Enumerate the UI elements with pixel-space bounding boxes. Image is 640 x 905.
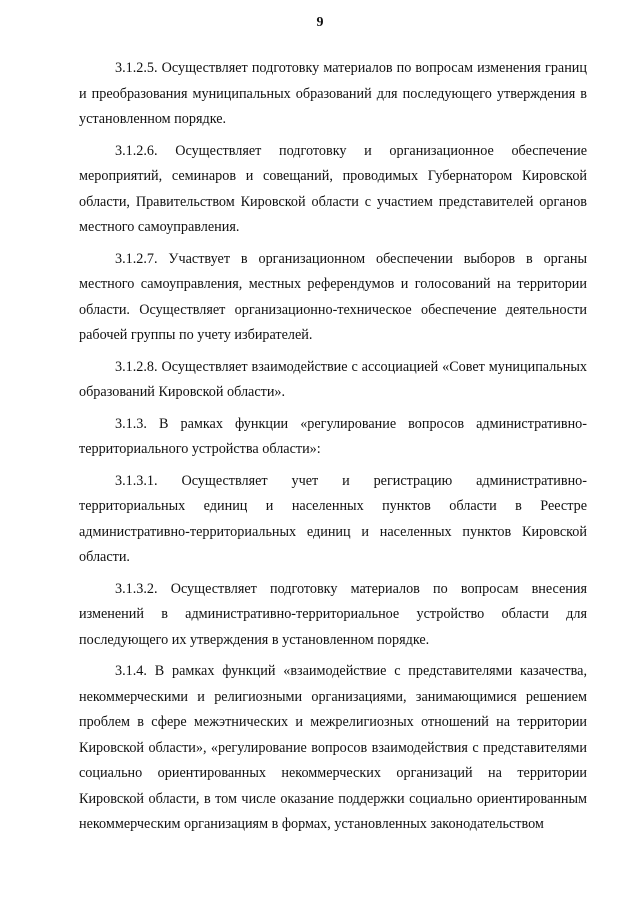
- document-body: [79, 56, 587, 844]
- paragraph-3-1-3: 3.1.3. В рамках функции «регулирование вопросов административно-территориального устройства области»:: [79, 415, 587, 457]
- paragraph-3-1-3-1: 3.1.3.1. Осуществляет учет и регистрацию административно-территориальных единиц и населенных пунктов области в Реестре административно-территориальных единиц и населенных пунктов Кировской области.: [79, 472, 587, 565]
- paragraph-3-1-3-2: 3.1.3.2. Осуществляет подготовку материалов по вопросам внесения изменений в административно-территориальное устройство области для последующего их утверждения в установленном порядке.: [79, 580, 587, 648]
- paragraph-3-1-2-6: 3.1.2.6. Осуществляет подготовку и организационное обеспечение мероприятий, семинаров и совещаний, проводимых Губернатором Кировской области, Правительством Кировской области с участием представителей органов местного самоуправления.: [79, 142, 587, 235]
- paragraph-3-1-2-7: 3.1.2.7. Участвует в организационном обеспечении выборов в органы местного самоуправления, местных референдумов и голосований на территории области. Осуществляет организационно-техническое обеспечение деятельности рабочей группы по учету избирателей.: [79, 250, 587, 343]
- paragraph-3-1-4: 3.1.4. В рамках функций «взаимодействие с представителями казачества, некоммерческими и религиозными организациями, занимающимися решением проблем в сфере межэтнических и межрелигиозных отношений на территории Кировской области», «регулирование вопросов взаимодействия с представителями социально ориентированных некоммерческих организаций на территории Кировской области, в том числе оказание поддержки социально ориентированным некоммерческим организациям в формах, установленных законодательством: [79, 663, 587, 832]
- paragraph-3-1-2-8: 3.1.2.8. Осуществляет взаимодействие с ассоциацией «Совет муниципальных образований Кировской области».: [79, 358, 587, 400]
- paragraph-3-1-2-5: 3.1.2.5. Осуществляет подготовку материалов по вопросам изменения границ и преобразования муниципальных образований для последующего утверждения в установленном порядке.: [79, 60, 587, 127]
- page-number: 9: [316, 15, 324, 30]
